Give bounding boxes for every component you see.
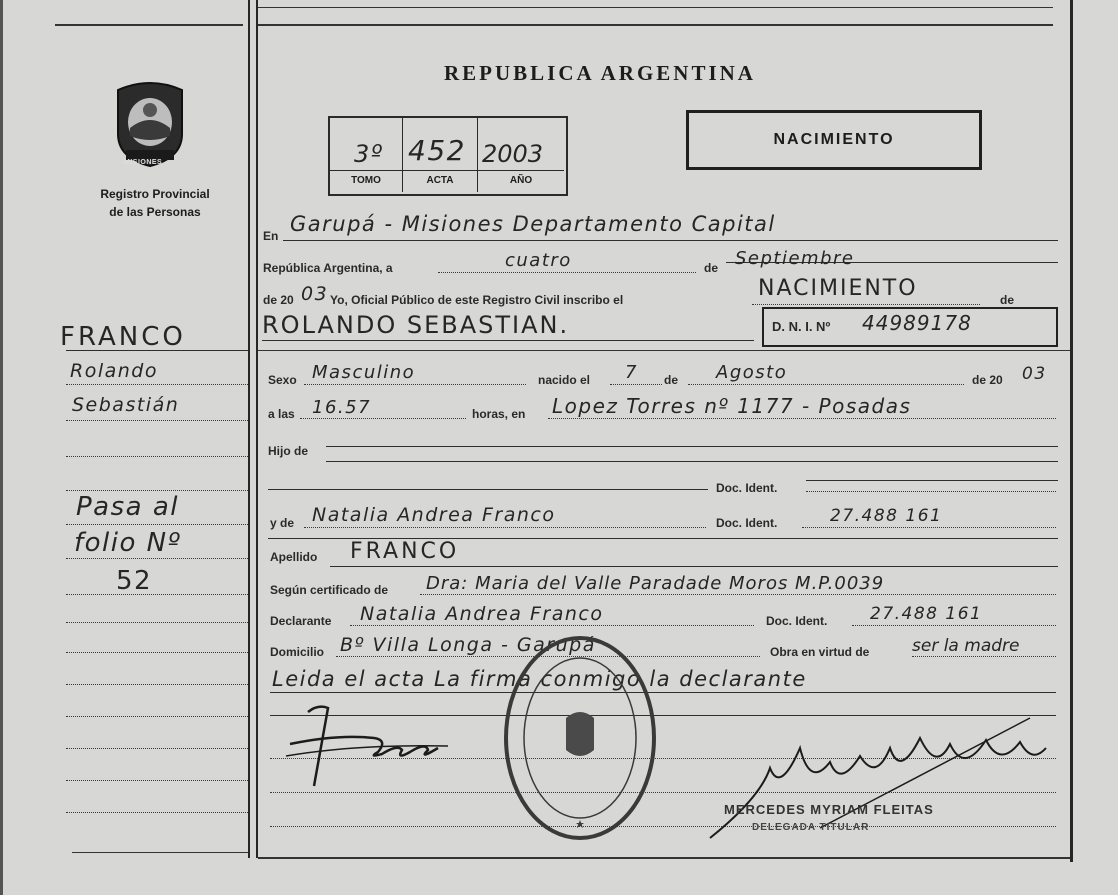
country-title: REPUBLICA ARGENTINA (444, 61, 756, 85)
apellido-value: FRANCO (350, 539, 460, 564)
obra-value: ser la madre (912, 636, 1020, 656)
doc-ident-label: Doc. Ident. (716, 481, 778, 495)
birth-year-prefix: de 20 (972, 373, 1003, 387)
event-line (752, 304, 980, 305)
acta-value: 452 (408, 134, 466, 167)
margin-rule-8 (66, 594, 248, 595)
birth-day-line (610, 384, 662, 385)
place-line (548, 418, 1056, 419)
margin-rule-4 (66, 456, 248, 457)
nacido-label: nacido el (538, 373, 591, 387)
margin-rule-13 (66, 748, 248, 749)
father-doc-line-top (806, 480, 1058, 481)
document-type: NACIMIENTO (773, 131, 895, 148)
left-border (0, 0, 3, 895)
margin-rule-10 (66, 652, 248, 653)
de-label-2: de (1000, 293, 1015, 307)
official-title: DELEGADA TITULAR (752, 822, 870, 833)
month-value: Septiembre (735, 248, 855, 269)
tomo-value: 3º (354, 140, 384, 168)
ano-value: 2003 (482, 140, 544, 168)
sexo-label: Sexo (268, 373, 297, 387)
domicilio-value: Bº Villa Longa - Garupá (340, 634, 596, 656)
event-value: NACIMIENTO (758, 276, 918, 301)
birth-month-line (688, 384, 964, 385)
margin-rule-3 (66, 420, 248, 421)
top-rule-form-2 (258, 7, 1053, 8)
margin-rule-5 (66, 490, 248, 491)
declarante-doc: 27.488 161 (870, 604, 983, 624)
margin-rule-2 (66, 384, 248, 385)
margin-rule-7 (66, 558, 248, 559)
margin-name-2: Sebastián (72, 394, 180, 416)
birth-place: Lopez Torres nº 1177 - Posadas (552, 394, 912, 418)
top-rule-form (258, 24, 1053, 26)
domicilio-label: Domicilio (270, 645, 325, 659)
closing-text: Leida el acta La firma conmigo la declarante (272, 667, 807, 691)
apellido-line (330, 566, 1058, 567)
bottom-rule-margin (72, 852, 248, 853)
doc-ident-label-2: Doc. Ident. (716, 516, 778, 530)
year-prefix: de 20 (263, 293, 294, 307)
mother-doc: 27.488 161 (830, 506, 943, 526)
tomo-label: TOMO (351, 175, 381, 186)
mother-line (304, 527, 706, 528)
en-line (283, 240, 1058, 241)
en-label: En (263, 229, 279, 243)
father-name-line (268, 489, 708, 490)
father-doc-line (806, 491, 1056, 492)
margin-note-2: folio Nº (74, 528, 182, 558)
sexo-value: Masculino (312, 362, 416, 383)
margin-rule-12 (66, 716, 248, 717)
margin-rule-11 (66, 684, 248, 685)
margin-rule-9 (66, 622, 248, 623)
hijo-label: Hijo de (268, 444, 309, 458)
de-label-3: de (664, 373, 679, 387)
declarante-doc-line (852, 625, 1056, 626)
margin-note-1: Pasa al (76, 492, 180, 522)
top-rule-left (55, 24, 243, 26)
certificado-line (420, 594, 1056, 595)
obra-label: Obra en virtud de (770, 645, 870, 659)
row4-rule (258, 350, 1070, 351)
closing-line (270, 692, 1056, 693)
father-line-top (326, 446, 1058, 447)
document-type-box (686, 110, 982, 170)
official-text: Yo, Oficial Público de este Registro Civil inscribo el (330, 293, 624, 307)
margin-rule-1 (66, 350, 248, 351)
year-value: 03 (301, 283, 329, 305)
republica-label: República Argentina, a (263, 261, 393, 275)
registry-stamp-icon (500, 632, 660, 844)
emblem-ribbon-text: MISIONES (124, 159, 163, 166)
margin-note-3: 52 (116, 566, 153, 596)
registration-box-divider-h (330, 170, 564, 171)
de-label: de (704, 261, 719, 275)
certificado-value: Dra: Maria del Valle Paradade Moros M.P.0039 (426, 573, 885, 594)
dni-label: D. N. I. Nº (772, 319, 831, 334)
en-value: Garupá - Misiones Departamento Capital (290, 212, 776, 236)
margin-rule-6 (66, 524, 248, 525)
person-name: ROLANDO SEBASTIAN. (262, 311, 570, 339)
mother-name: Natalia Andrea Franco (312, 504, 556, 526)
person-name-line (262, 340, 754, 341)
margin-name-1: Rolando (70, 360, 158, 382)
margin-surname: FRANCO (60, 322, 186, 352)
mother-doc-line (802, 527, 1056, 528)
form-right-border (1070, 0, 1073, 862)
acta-label: ACTA (426, 175, 454, 186)
margin-rule-15 (66, 812, 248, 813)
apellido-label: Apellido (270, 550, 318, 564)
alas-label: a las (268, 407, 295, 421)
day-value: cuatro (505, 250, 572, 271)
day-line (438, 272, 696, 273)
dni-value: 44989178 (862, 311, 972, 335)
obra-line (912, 656, 1056, 657)
horas-label: horas, en (472, 407, 526, 421)
birth-time: 16.57 (312, 397, 372, 418)
sexo-line (304, 384, 526, 385)
ano-label: AÑO (509, 175, 533, 186)
declarante-label: Declarante (270, 614, 332, 628)
birth-day: 7 (625, 362, 638, 383)
form-left-border (256, 0, 258, 858)
registry-name-line1: Registro Provincial (100, 187, 210, 201)
doc-ident-label-3: Doc. Ident. (766, 614, 828, 628)
registry-name-line2: de las Personas (109, 205, 201, 219)
birth-year: 03 (1022, 364, 1047, 384)
margin-divider (248, 0, 250, 858)
yde-label: y de (270, 516, 295, 530)
bottom-rule-form (258, 857, 1070, 859)
misiones-emblem-icon (108, 78, 192, 170)
birth-month: Agosto (716, 362, 788, 383)
margin-rule-14 (66, 780, 248, 781)
father-line (326, 461, 1058, 462)
declarante-line (350, 625, 754, 626)
certificado-label: Según certificado de (270, 583, 389, 597)
time-line (300, 418, 466, 419)
official-name: MERCEDES MYRIAM FLEITAS (724, 802, 934, 817)
declarant-signature-icon (278, 694, 458, 798)
declarante-value: Natalia Andrea Franco (360, 603, 604, 625)
